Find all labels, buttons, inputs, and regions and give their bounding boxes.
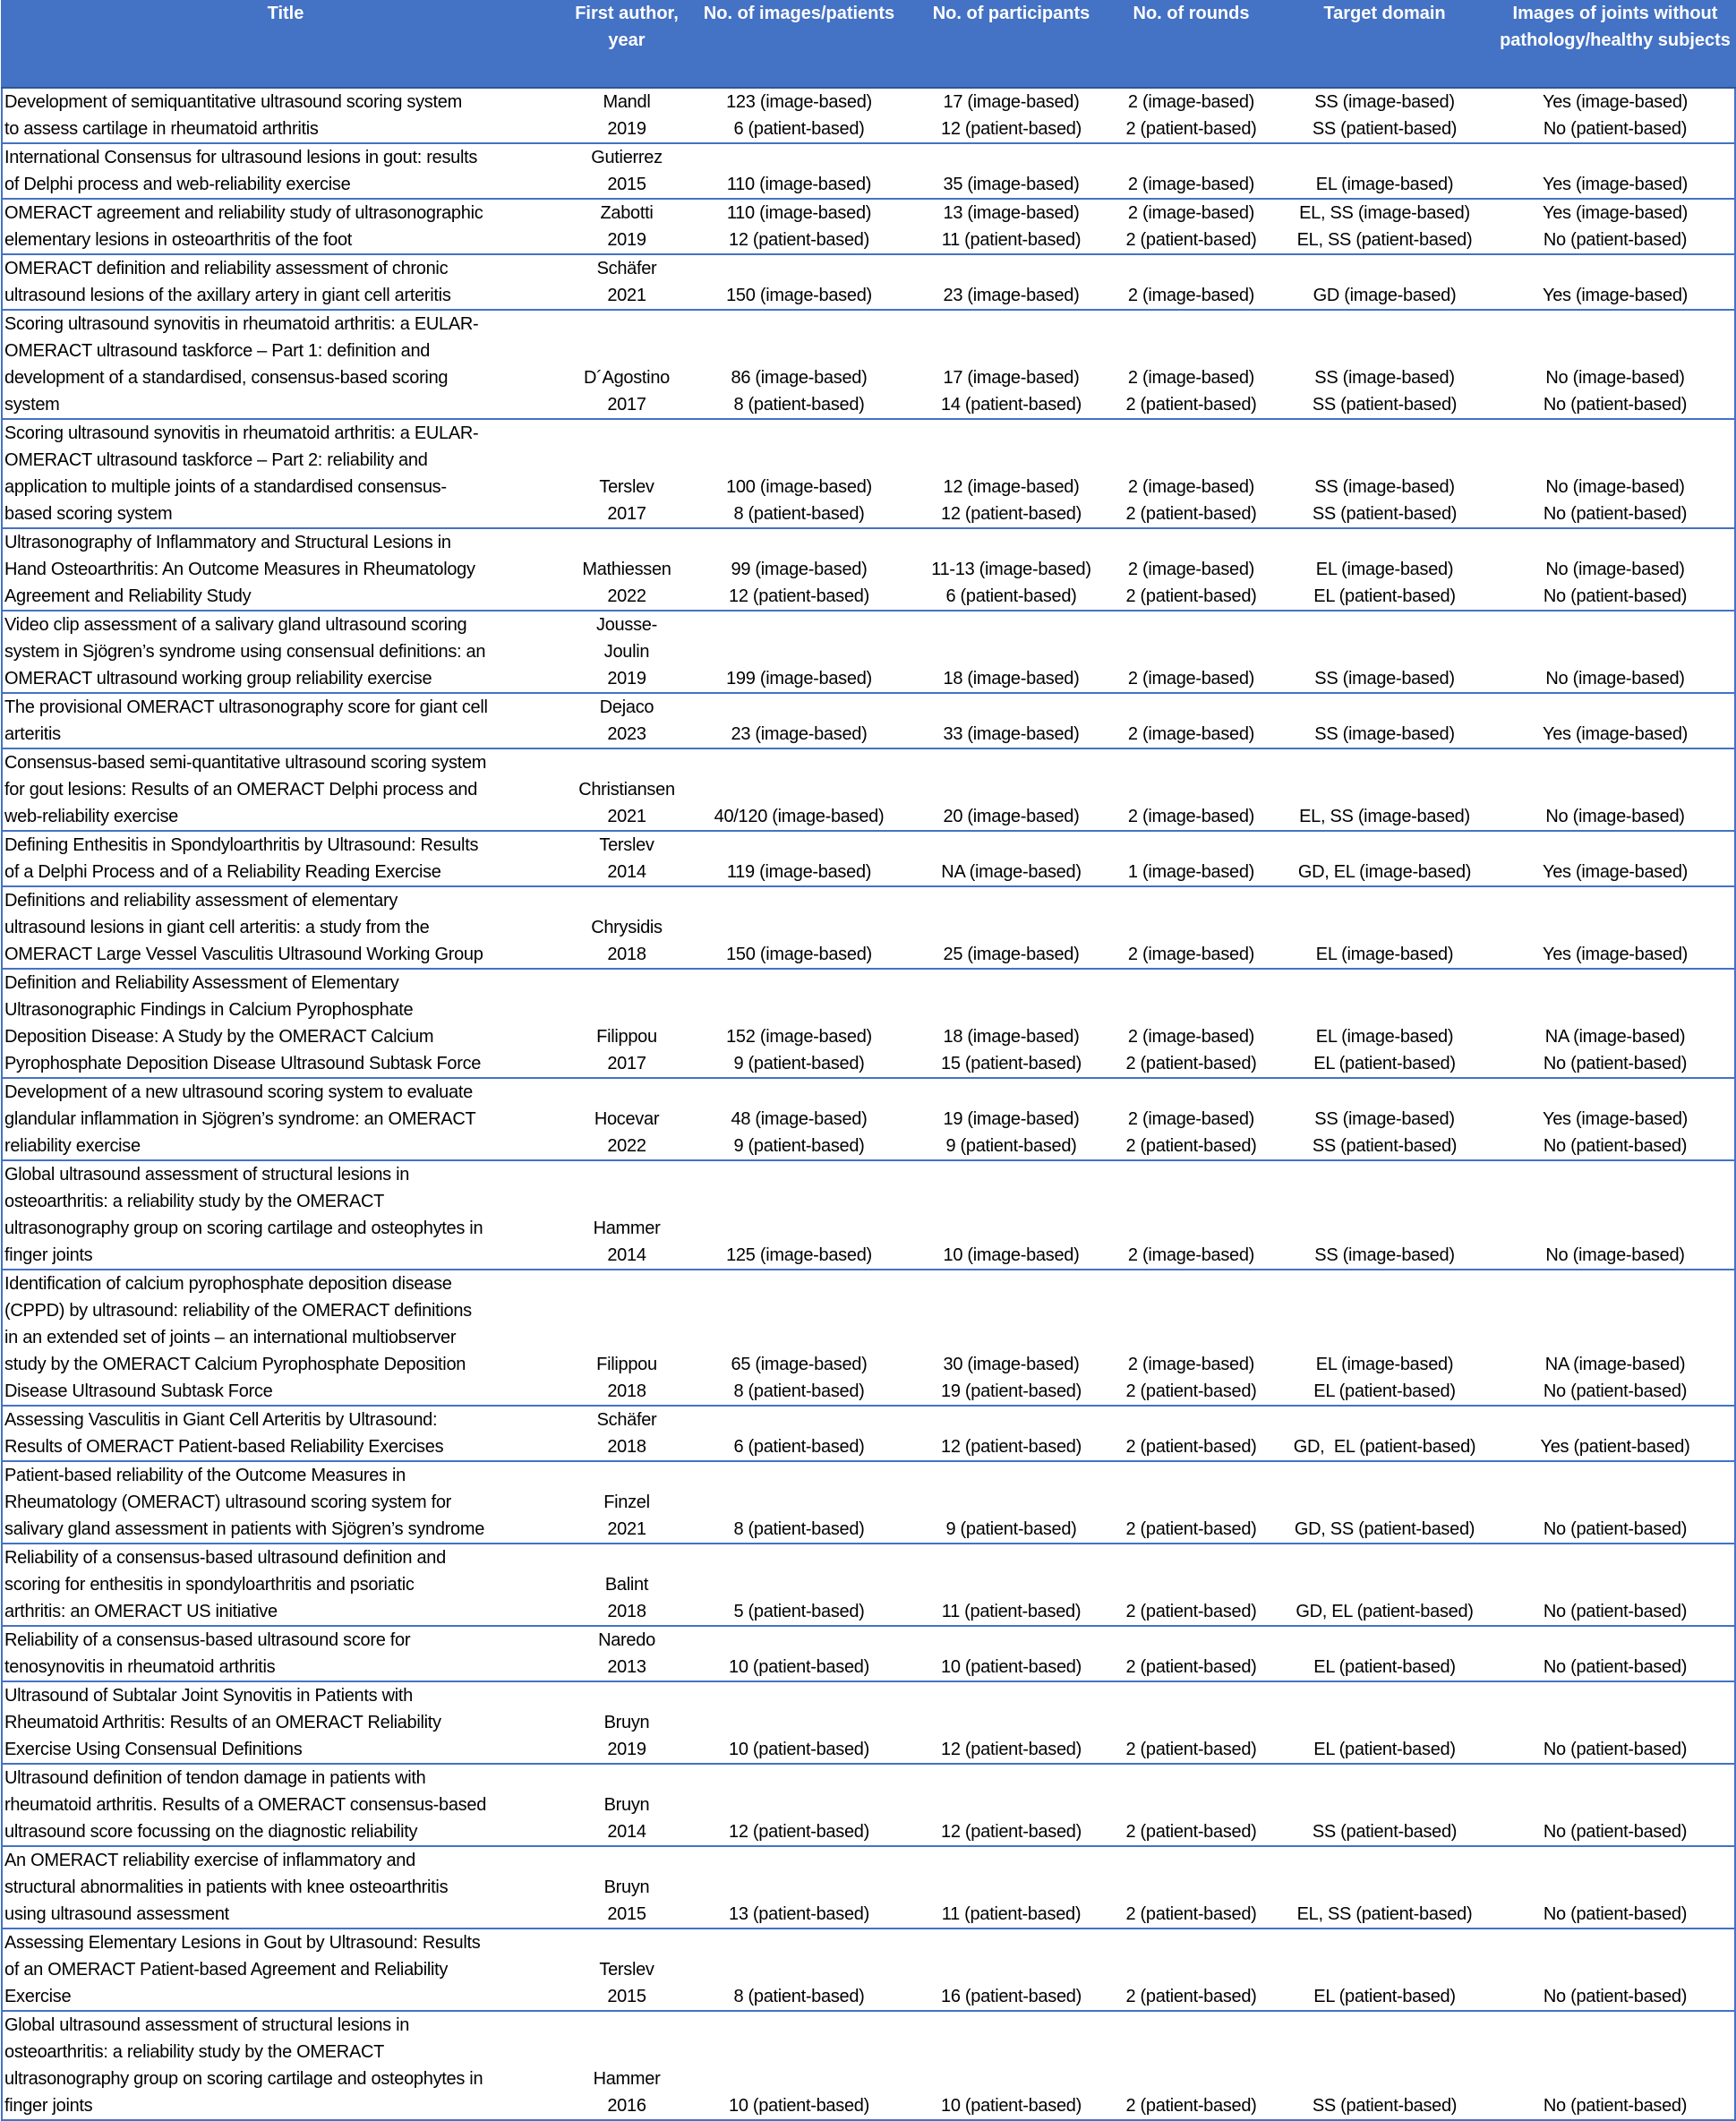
first-author-year-cell: Schäfer 2021 [569, 254, 685, 310]
participants-cell: 11 (patient-based) [913, 1846, 1109, 1929]
target-domain-cell: GD, SS (patient-based) [1273, 1461, 1496, 1544]
healthy-subjects-cell: No (patient-based) [1496, 1461, 1735, 1544]
participants-cell: 12 (patient-based) [913, 1406, 1109, 1461]
images-patients-cell: 10 (patient-based) [685, 1681, 913, 1764]
images-patients-cell: 10 (patient-based) [685, 1626, 913, 1681]
title-cell: Patient-based reliability of the Outcome Measures in Rheumatology (OMERACT) ultrasound scoring system for salivary gland assessment in patients with Sjögren’s syndrome [2, 1461, 569, 1544]
target-domain-cell: GD, EL (patient-based) [1273, 1406, 1496, 1461]
table-row [2, 1406, 1735, 1461]
table-row [2, 748, 1735, 831]
target-domain-cell: EL (image-based) [1273, 886, 1496, 969]
first-author-year-cell: Zabotti 2019 [569, 199, 685, 254]
target-domain-cell: EL (image-based) EL (patient-based) [1273, 969, 1496, 1078]
first-author-year-cell: Bruyn 2015 [569, 1846, 685, 1929]
table-row [2, 528, 1735, 611]
title-cell: The provisional OMERACT ultrasonography score for giant cell arteritis [2, 693, 569, 748]
rounds-cell: 2 (patient-based) [1109, 1764, 1273, 1846]
target-domain-cell: GD (image-based) [1273, 254, 1496, 310]
rounds-cell: 2 (image-based) [1109, 693, 1273, 748]
first-author-year-cell: Hammer 2016 [569, 2011, 685, 2120]
title-cell: Definitions and reliability assessment of elementary ultrasound lesions in giant cell arteritis: a study from the OMERACT Large Vessel Vasculitis Ultrasound Working Group [2, 886, 569, 969]
header-healthy-subjects: Images of joints without pathology/healthy subjects [1496, 0, 1735, 88]
healthy-subjects-cell: Yes (image-based) [1496, 831, 1735, 886]
table-row [2, 1461, 1735, 1544]
images-patients-cell: 13 (patient-based) [685, 1846, 913, 1929]
images-patients-cell: 48 (image-based) 9 (patient-based) [685, 1078, 913, 1160]
target-domain-cell: SS (image-based) [1273, 693, 1496, 748]
title-cell: Reliability of a consensus-based ultrasound score for tenosynovitis in rheumatoid arthritis [2, 1626, 569, 1681]
first-author-year-cell: Filippou 2018 [569, 1270, 685, 1406]
target-domain-cell: SS (image-based) SS (patient-based) [1273, 88, 1496, 143]
table-row [2, 1270, 1735, 1406]
healthy-subjects-cell: No (image-based) [1496, 1160, 1735, 1270]
title-cell: Identification of calcium pyrophosphate deposition disease (CPPD) by ultrasound: reliability of the OMERACT definitions in an extended set of joints – an international multiobserver study by the OMERACT Calcium Pyrophosphate Deposition Disease Ultrasound Subtask Force [2, 1270, 569, 1406]
first-author-year-cell: Terslev 2014 [569, 831, 685, 886]
table-row [2, 254, 1735, 310]
first-author-year-cell: Finzel 2021 [569, 1461, 685, 1544]
healthy-subjects-cell: No (image-based) [1496, 611, 1735, 693]
target-domain-cell: GD, EL (image-based) [1273, 831, 1496, 886]
target-domain-cell: GD, EL (patient-based) [1273, 1544, 1496, 1626]
healthy-subjects-cell: Yes (image-based) [1496, 143, 1735, 199]
rounds-cell: 2 (patient-based) [1109, 1626, 1273, 1681]
healthy-subjects-cell: Yes (image-based) No (patient-based) [1496, 88, 1735, 143]
images-patients-cell: 110 (image-based) [685, 143, 913, 199]
images-patients-cell: 150 (image-based) [685, 254, 913, 310]
title-cell: Ultrasound definition of tendon damage in patients with rheumatoid arthritis. Results of a OMERACT consensus-based ultrasound score focussing on the diagnostic reliability [2, 1764, 569, 1846]
first-author-year-cell: Dejaco 2023 [569, 693, 685, 748]
images-patients-cell: 110 (image-based) 12 (patient-based) [685, 199, 913, 254]
table-row [2, 143, 1735, 199]
header-first-author-year: First author, year [569, 0, 685, 88]
participants-cell: 10 (image-based) [913, 1160, 1109, 1270]
images-patients-cell: 152 (image-based) 9 (patient-based) [685, 969, 913, 1078]
participants-cell: 23 (image-based) [913, 254, 1109, 310]
rounds-cell: 2 (image-based) 2 (patient-based) [1109, 88, 1273, 143]
target-domain-cell: EL, SS (image-based) [1273, 748, 1496, 831]
rounds-cell: 2 (image-based) 2 (patient-based) [1109, 1078, 1273, 1160]
images-patients-cell: 65 (image-based) 8 (patient-based) [685, 1270, 913, 1406]
images-patients-cell: 100 (image-based) 8 (patient-based) [685, 419, 913, 528]
rounds-cell: 2 (image-based) 2 (patient-based) [1109, 969, 1273, 1078]
title-cell: OMERACT definition and reliability assessment of chronic ultrasound lesions of the axillary artery in giant cell arteritis [2, 254, 569, 310]
title-cell: OMERACT agreement and reliability study of ultrasonographic elementary lesions in osteoarthritis of the foot [2, 199, 569, 254]
participants-cell: 17 (image-based) 12 (patient-based) [913, 88, 1109, 143]
table-row [2, 693, 1735, 748]
title-cell: Global ultrasound assessment of structural lesions in osteoarthritis: a reliability study by the OMERACT ultrasonography group on scoring cartilage and osteophytes in finger joints [2, 1160, 569, 1270]
participants-cell: 18 (image-based) [913, 611, 1109, 693]
rounds-cell: 2 (patient-based) [1109, 1681, 1273, 1764]
title-cell: Development of a new ultrasound scoring system to evaluate glandular inflammation in Sjögren’s syndrome: an OMERACT reliability exercise [2, 1078, 569, 1160]
participants-cell: 10 (patient-based) [913, 1626, 1109, 1681]
images-patients-cell: 12 (patient-based) [685, 1764, 913, 1846]
images-patients-cell: 125 (image-based) [685, 1160, 913, 1270]
first-author-year-cell: Schäfer 2018 [569, 1406, 685, 1461]
table-row [2, 831, 1735, 886]
table-row [2, 611, 1735, 693]
table-header-row [2, 0, 1735, 88]
images-patients-cell: 150 (image-based) [685, 886, 913, 969]
rounds-cell: 2 (patient-based) [1109, 2011, 1273, 2120]
title-cell: Development of semiquantitative ultrasound scoring system to assess cartilage in rheumatoid arthritis [2, 88, 569, 143]
header-target-domain: Target domain [1273, 0, 1496, 88]
images-patients-cell: 23 (image-based) [685, 693, 913, 748]
title-cell: International Consensus for ultrasound lesions in gout: results of Delphi process and web-reliability exercise [2, 143, 569, 199]
participants-cell: 18 (image-based) 15 (patient-based) [913, 969, 1109, 1078]
table-row [2, 310, 1735, 419]
participants-cell: 12 (patient-based) [913, 1681, 1109, 1764]
target-domain-cell: EL, SS (image-based) EL, SS (patient-based) [1273, 199, 1496, 254]
studies-table [1, 0, 1736, 2121]
healthy-subjects-cell: Yes (patient-based) [1496, 1406, 1735, 1461]
first-author-year-cell: Chrysidis 2018 [569, 886, 685, 969]
target-domain-cell: EL (image-based) [1273, 143, 1496, 199]
healthy-subjects-cell: No (image-based) No (patient-based) [1496, 310, 1735, 419]
rounds-cell: 2 (patient-based) [1109, 1406, 1273, 1461]
first-author-year-cell: Filippou 2017 [569, 969, 685, 1078]
healthy-subjects-cell: No (patient-based) [1496, 1626, 1735, 1681]
target-domain-cell: SS (patient-based) [1273, 2011, 1496, 2120]
table-body [2, 88, 1735, 2120]
participants-cell: 12 (patient-based) [913, 1764, 1109, 1846]
participants-cell: 13 (image-based) 11 (patient-based) [913, 199, 1109, 254]
title-cell: An OMERACT reliability exercise of inflammatory and structural abnormalities in patients with knee osteoarthritis using ultrasound assessment [2, 1846, 569, 1929]
first-author-year-cell: Christiansen 2021 [569, 748, 685, 831]
images-patients-cell: 8 (patient-based) [685, 1929, 913, 2011]
images-patients-cell: 6 (patient-based) [685, 1406, 913, 1461]
first-author-year-cell: Bruyn 2014 [569, 1764, 685, 1846]
table-row [2, 1078, 1735, 1160]
first-author-year-cell: Terslev 2015 [569, 1929, 685, 2011]
title-cell: Definition and Reliability Assessment of Elementary Ultrasonographic Findings in Calcium Pyrophosphate Deposition Disease: A Study by the OMERACT Calcium Pyrophosphate Deposition Disease Ultrasound Subtask Force [2, 969, 569, 1078]
participants-cell: 9 (patient-based) [913, 1461, 1109, 1544]
table-row [2, 1764, 1735, 1846]
target-domain-cell: EL (patient-based) [1273, 1626, 1496, 1681]
participants-cell: NA (image-based) [913, 831, 1109, 886]
rounds-cell: 2 (patient-based) [1109, 1544, 1273, 1626]
header-participants: No. of participants [913, 0, 1109, 88]
target-domain-cell: SS (image-based) SS (patient-based) [1273, 419, 1496, 528]
healthy-subjects-cell: Yes (image-based) [1496, 693, 1735, 748]
healthy-subjects-cell: No (patient-based) [1496, 1544, 1735, 1626]
participants-cell: 12 (image-based) 12 (patient-based) [913, 419, 1109, 528]
table-row [2, 969, 1735, 1078]
first-author-year-cell: Balint 2018 [569, 1544, 685, 1626]
healthy-subjects-cell: No (image-based) No (patient-based) [1496, 528, 1735, 611]
table-row [2, 2011, 1735, 2120]
rounds-cell: 2 (image-based) [1109, 1160, 1273, 1270]
table-row [2, 1846, 1735, 1929]
title-cell: Video clip assessment of a salivary gland ultrasound scoring system in Sjögren’s syndrome using consensual definitions: an OMERACT ultrasound working group reliability exercise [2, 611, 569, 693]
target-domain-cell: EL (image-based) EL (patient-based) [1273, 528, 1496, 611]
table-row [2, 88, 1735, 143]
participants-cell: 11-13 (image-based) 6 (patient-based) [913, 528, 1109, 611]
healthy-subjects-cell: No (image-based) [1496, 748, 1735, 831]
rounds-cell: 2 (image-based) 2 (patient-based) [1109, 419, 1273, 528]
healthy-subjects-cell: NA (image-based) No (patient-based) [1496, 969, 1735, 1078]
title-cell: Global ultrasound assessment of structural lesions in osteoarthritis: a reliability study by the OMERACT ultrasonography group on scoring cartilage and osteophytes in finger joints [2, 2011, 569, 2120]
first-author-year-cell: Bruyn 2019 [569, 1681, 685, 1764]
images-patients-cell: 8 (patient-based) [685, 1461, 913, 1544]
first-author-year-cell: Jousse- Joulin 2019 [569, 611, 685, 693]
rounds-cell: 1 (image-based) [1109, 831, 1273, 886]
first-author-year-cell: Terslev 2017 [569, 419, 685, 528]
title-cell: Consensus-based semi-quantitative ultrasound scoring system for gout lesions: Results of an OMERACT Delphi process and web-reliability exercise [2, 748, 569, 831]
table-row [2, 1626, 1735, 1681]
first-author-year-cell: Hammer 2014 [569, 1160, 685, 1270]
first-author-year-cell: Naredo 2013 [569, 1626, 685, 1681]
rounds-cell: 2 (image-based) [1109, 748, 1273, 831]
first-author-year-cell: Mandl 2019 [569, 88, 685, 143]
rounds-cell: 2 (image-based) 2 (patient-based) [1109, 199, 1273, 254]
title-cell: Reliability of a consensus-based ultrasound definition and scoring for enthesitis in spondyloarthritis and psoriatic arthritis: an OMERACT US initiative [2, 1544, 569, 1626]
healthy-subjects-cell: NA (image-based) No (patient-based) [1496, 1270, 1735, 1406]
header-images-patients: No. of images/patients [685, 0, 913, 88]
participants-cell: 10 (patient-based) [913, 2011, 1109, 2120]
healthy-subjects-cell: Yes (image-based) [1496, 254, 1735, 310]
title-cell: Scoring ultrasound synovitis in rheumatoid arthritis: a EULAR- OMERACT ultrasound taskforce – Part 1: definition and development of a standardised, consensus-based scoring system [2, 310, 569, 419]
table-row [2, 1544, 1735, 1626]
table-row [2, 419, 1735, 528]
title-cell: Assessing Elementary Lesions in Gout by Ultrasound: Results of an OMERACT Patient-based Agreement and Reliability Exercise [2, 1929, 569, 2011]
rounds-cell: 2 (patient-based) [1109, 1929, 1273, 2011]
first-author-year-cell: D´Agostino 2017 [569, 310, 685, 419]
healthy-subjects-cell: No (patient-based) [1496, 2011, 1735, 2120]
participants-cell: 35 (image-based) [913, 143, 1109, 199]
images-patients-cell: 199 (image-based) [685, 611, 913, 693]
participants-cell: 33 (image-based) [913, 693, 1109, 748]
table-row [2, 886, 1735, 969]
target-domain-cell: SS (image-based) [1273, 1160, 1496, 1270]
header-title: Title [2, 0, 569, 88]
images-patients-cell: 10 (patient-based) [685, 2011, 913, 2120]
target-domain-cell: SS (image-based) SS (patient-based) [1273, 1078, 1496, 1160]
target-domain-cell: EL (image-based) EL (patient-based) [1273, 1270, 1496, 1406]
rounds-cell: 2 (image-based) [1109, 611, 1273, 693]
title-cell: Assessing Vasculitis in Giant Cell Arteritis by Ultrasound: Results of OMERACT Patient-based Reliability Exercises [2, 1406, 569, 1461]
participants-cell: 17 (image-based) 14 (patient-based) [913, 310, 1109, 419]
table-row [2, 1929, 1735, 2011]
healthy-subjects-cell: Yes (image-based) [1496, 886, 1735, 969]
target-domain-cell: SS (patient-based) [1273, 1764, 1496, 1846]
title-cell: Ultrasonography of Inflammatory and Structural Lesions in Hand Osteoarthritis: An Outcome Measures in Rheumatology Agreement and Reliability Study [2, 528, 569, 611]
title-cell: Defining Enthesitis in Spondyloarthritis by Ultrasound: Results of a Delphi Process and of a Reliability Reading Exercise [2, 831, 569, 886]
images-patients-cell: 86 (image-based) 8 (patient-based) [685, 310, 913, 419]
rounds-cell: 2 (image-based) [1109, 886, 1273, 969]
first-author-year-cell: Hocevar 2022 [569, 1078, 685, 1160]
rounds-cell: 2 (image-based) [1109, 143, 1273, 199]
participants-cell: 16 (patient-based) [913, 1929, 1109, 2011]
rounds-cell: 2 (image-based) 2 (patient-based) [1109, 528, 1273, 611]
healthy-subjects-cell: No (patient-based) [1496, 1846, 1735, 1929]
target-domain-cell: EL (patient-based) [1273, 1681, 1496, 1764]
healthy-subjects-cell: No (image-based) No (patient-based) [1496, 419, 1735, 528]
table-row [2, 1160, 1735, 1270]
participants-cell: 30 (image-based) 19 (patient-based) [913, 1270, 1109, 1406]
header-rounds: No. of rounds [1109, 0, 1273, 88]
images-patients-cell: 40/120 (image-based) [685, 748, 913, 831]
table-row [2, 199, 1735, 254]
images-patients-cell: 123 (image-based) 6 (patient-based) [685, 88, 913, 143]
rounds-cell: 2 (image-based) 2 (patient-based) [1109, 1270, 1273, 1406]
participants-cell: 11 (patient-based) [913, 1544, 1109, 1626]
rounds-cell: 2 (image-based) [1109, 254, 1273, 310]
first-author-year-cell: Gutierrez 2015 [569, 143, 685, 199]
rounds-cell: 2 (patient-based) [1109, 1461, 1273, 1544]
rounds-cell: 2 (image-based) 2 (patient-based) [1109, 310, 1273, 419]
healthy-subjects-cell: No (patient-based) [1496, 1681, 1735, 1764]
participants-cell: 19 (image-based) 9 (patient-based) [913, 1078, 1109, 1160]
rounds-cell: 2 (patient-based) [1109, 1846, 1273, 1929]
table-row [2, 1681, 1735, 1764]
images-patients-cell: 99 (image-based) 12 (patient-based) [685, 528, 913, 611]
participants-cell: 20 (image-based) [913, 748, 1109, 831]
images-patients-cell: 119 (image-based) [685, 831, 913, 886]
healthy-subjects-cell: No (patient-based) [1496, 1929, 1735, 2011]
healthy-subjects-cell: No (patient-based) [1496, 1764, 1735, 1846]
target-domain-cell: EL (patient-based) [1273, 1929, 1496, 2011]
target-domain-cell: EL, SS (patient-based) [1273, 1846, 1496, 1929]
healthy-subjects-cell: Yes (image-based) No (patient-based) [1496, 1078, 1735, 1160]
healthy-subjects-cell: Yes (image-based) No (patient-based) [1496, 199, 1735, 254]
first-author-year-cell: Mathiessen 2022 [569, 528, 685, 611]
participants-cell: 25 (image-based) [913, 886, 1109, 969]
target-domain-cell: SS (image-based) [1273, 611, 1496, 693]
title-cell: Scoring ultrasound synovitis in rheumatoid arthritis: a EULAR- OMERACT ultrasound taskforce – Part 2: reliability and application to multiple joints of a standardised consensus- based scoring system [2, 419, 569, 528]
title-cell: Ultrasound of Subtalar Joint Synovitis in Patients with Rheumatoid Arthritis: Results of an OMERACT Reliability Exercise Using Consensual Definitions [2, 1681, 569, 1764]
target-domain-cell: SS (image-based) SS (patient-based) [1273, 310, 1496, 419]
images-patients-cell: 5 (patient-based) [685, 1544, 913, 1626]
